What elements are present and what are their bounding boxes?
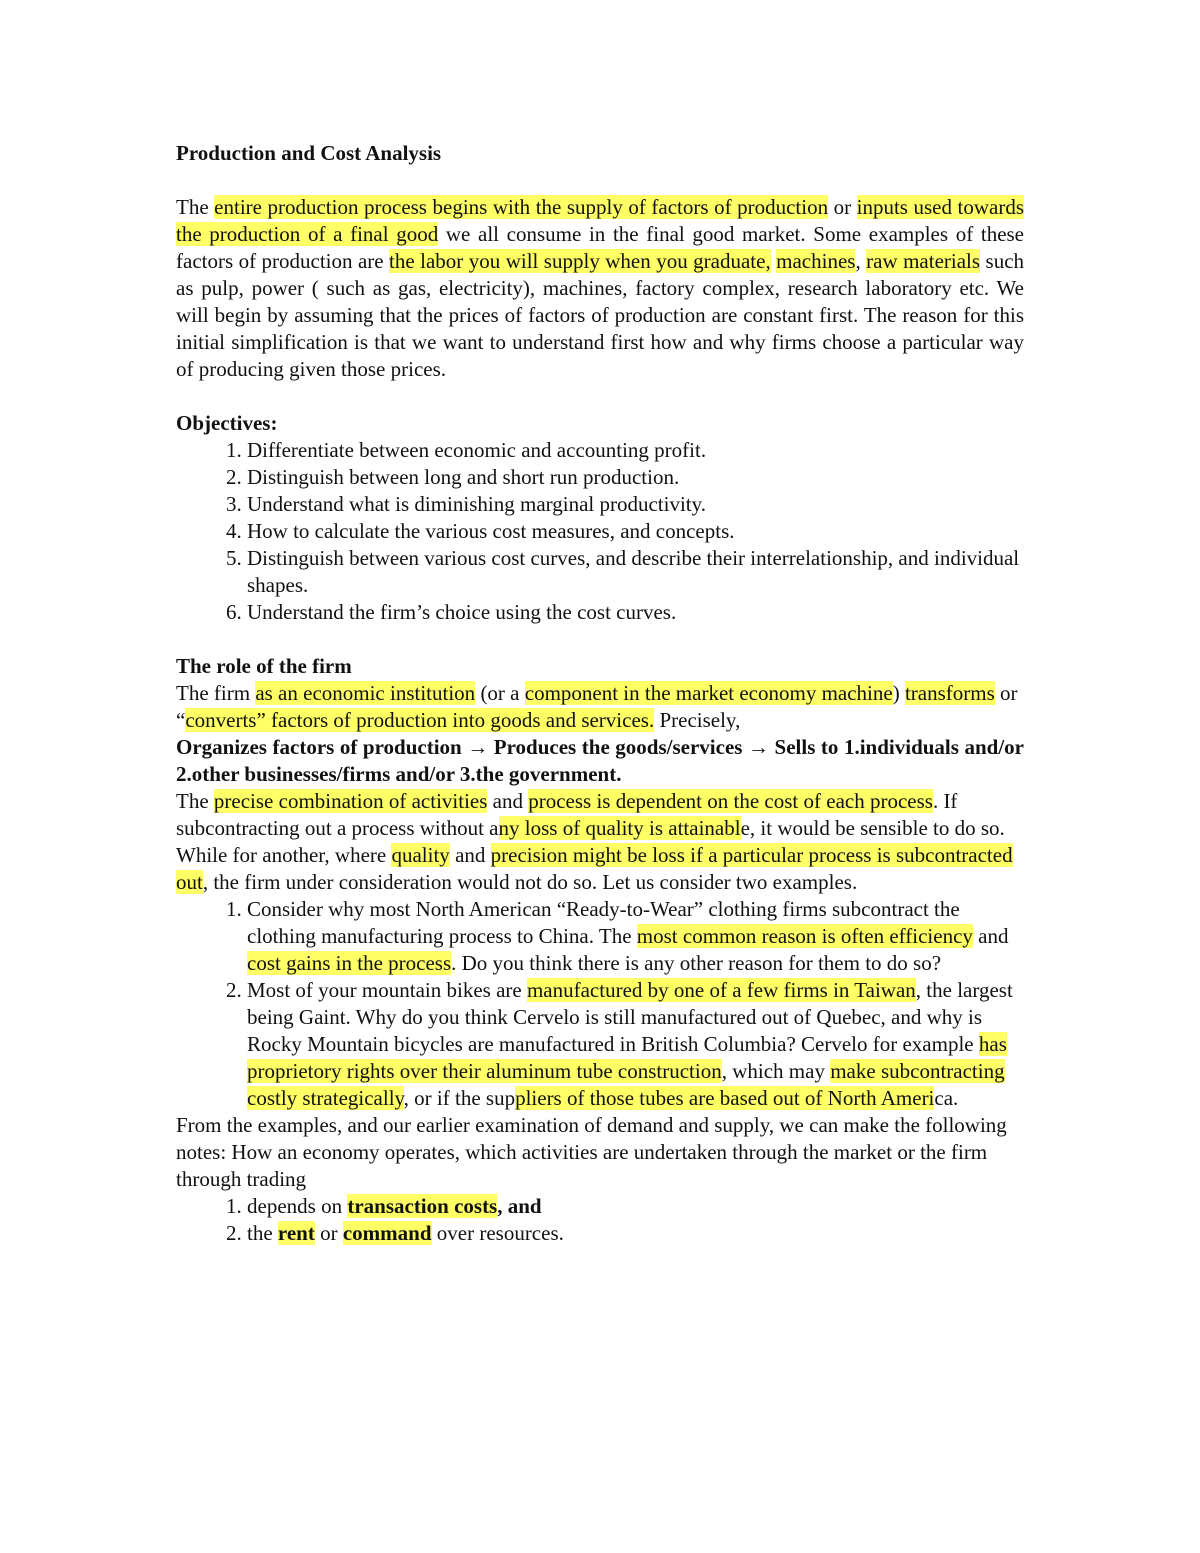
intro-highlight: raw materials	[866, 249, 981, 273]
role-text: )	[892, 681, 905, 705]
role-text: or “	[176, 681, 1018, 732]
role-text: e, it would be sensible to do so. While for another, where	[176, 816, 1005, 867]
note-text: the	[247, 1221, 278, 1245]
role-text: . If subcontracting out a process without a	[176, 789, 958, 840]
example-highlight: manufactured by one of a few firms in Taiwan	[526, 978, 916, 1002]
role-heading: The role of the firm	[176, 654, 352, 678]
note-highlight: command	[342, 1221, 432, 1245]
intro-paragraph	[176, 194, 1024, 383]
list-item	[247, 1220, 1024, 1247]
role-text: Precisely,	[654, 708, 741, 732]
note-text: over resources.	[431, 1221, 564, 1245]
example-text: ca.	[934, 1086, 959, 1110]
note-highlight: transaction costs	[347, 1194, 498, 1218]
example-text: , or if the sup	[403, 1086, 516, 1110]
objectives-heading: Objectives:	[176, 411, 278, 435]
note-highlight: rent	[277, 1221, 315, 1245]
document-title: Production and Cost Analysis	[176, 141, 442, 165]
role-highlight: transforms	[904, 681, 995, 705]
role-text: and	[449, 843, 491, 867]
notes-list	[176, 1193, 1024, 1247]
role-text: The	[176, 789, 214, 813]
list-item: 2. Distinguish between long and short run production.	[247, 464, 1024, 491]
list-item: 4. How to calculate the various cost measures, and concepts.	[247, 518, 1024, 545]
intro-highlight: inputs used towards the production of a final good	[176, 195, 1024, 246]
list-item: 3. Understand what is diminishing marginal productivity.	[247, 491, 1024, 518]
firm-process-line: Organizes factors of production → Produces the goods/services → Sells to 1.individuals and/or 2.other businesses/firms and/or 3.the government.	[176, 735, 1024, 786]
role-highlight: ny loss of quality is attainabl	[498, 816, 741, 840]
list-item: 6. Understand the firm’s choice using the cost curves.	[247, 599, 1024, 626]
role-paragraph-3: From the examples, and our earlier examination of demand and supply, we can make the following notes: How an economy operates, which activities are undertaken through the market or the firm through trading	[176, 1113, 1007, 1191]
role-highlight: quality	[391, 843, 450, 867]
intro-text: such as pulp, power ( such as gas, electricity), machines, factory complex, research laboratory etc. We will begin by assuming that the prices of factors of production are constant first. The reason for this initial simplification is that we want to understand first how and why firms choose a particular way of producing given those prices.	[176, 249, 1025, 381]
list-item: 1. Differentiate between economic and accounting profit.	[247, 437, 1024, 464]
example-highlight: cost gains in the process	[247, 951, 452, 975]
intro-text: or	[828, 195, 857, 219]
examples-list	[176, 896, 1024, 1112]
role-highlight: as an economic institution	[255, 681, 476, 705]
intro-highlight: the labor you will supply when you graduate,	[389, 249, 771, 273]
example-text: Consider why most North American “Ready-to-Wear” clothing firms subcontract the clothing manufacturing process to China. The	[247, 897, 960, 948]
example-text: , the largest being Gaint. Why do you think Cervelo is still manufactured out of Quebec, and why is Rocky Mountain bicycles are manufactured in British Columbia? Cervelo for example	[247, 978, 1013, 1056]
note-text: or	[314, 1221, 343, 1245]
note-text: , and	[497, 1194, 542, 1218]
intro-text: ,	[855, 249, 867, 273]
list-item	[247, 977, 1024, 1112]
role-text: The firm	[176, 681, 256, 705]
example-highlight: pliers of those tubes are based out of North Ameri	[515, 1086, 935, 1110]
intro-text: we all consume in the final good market. Some examples of these factors of production are	[176, 222, 1025, 273]
example-highlight: most common reason is often efficiency	[636, 924, 973, 948]
example-highlight: has proprietory rights over their aluminum tube construction	[247, 1032, 1007, 1083]
role-paragraph-1	[176, 680, 1024, 734]
list-item: 5. Distinguish between various cost curves, and describe their interrelationship, and individual shapes.	[247, 545, 1024, 599]
role-highlight: precision might be loss if a particular process is subcontracted out	[176, 843, 1013, 894]
role-text: , the firm under consideration would not do so. Let us consider two examples.	[202, 870, 858, 894]
role-highlight: component in the market economy machine	[524, 681, 893, 705]
intro-highlight: entire production process begins with the supply of factors of production	[214, 195, 829, 219]
role-text: and	[487, 789, 529, 813]
role-text: (or a	[475, 681, 525, 705]
intro-highlight: machines	[776, 249, 856, 273]
list-item	[247, 1193, 1024, 1220]
example-text: Most of your mountain bikes are	[247, 978, 527, 1002]
example-text: , which may	[721, 1059, 831, 1083]
role-highlight: process is dependent on the cost of each process	[528, 789, 933, 813]
role-highlight: precise combination of activities	[213, 789, 488, 813]
example-highlight: make subcontracting costly strategically	[247, 1059, 1005, 1110]
role-paragraph-2	[176, 788, 1024, 896]
example-text: . Do you think there is any other reason for them to do so?	[451, 951, 942, 975]
note-text: depends on	[247, 1194, 348, 1218]
list-item	[247, 896, 1024, 977]
role-highlight: converts” factors of production into goods and services.	[185, 708, 655, 732]
objectives-list	[176, 437, 1024, 626]
example-text: and	[972, 924, 1009, 948]
intro-text: The	[176, 195, 215, 219]
